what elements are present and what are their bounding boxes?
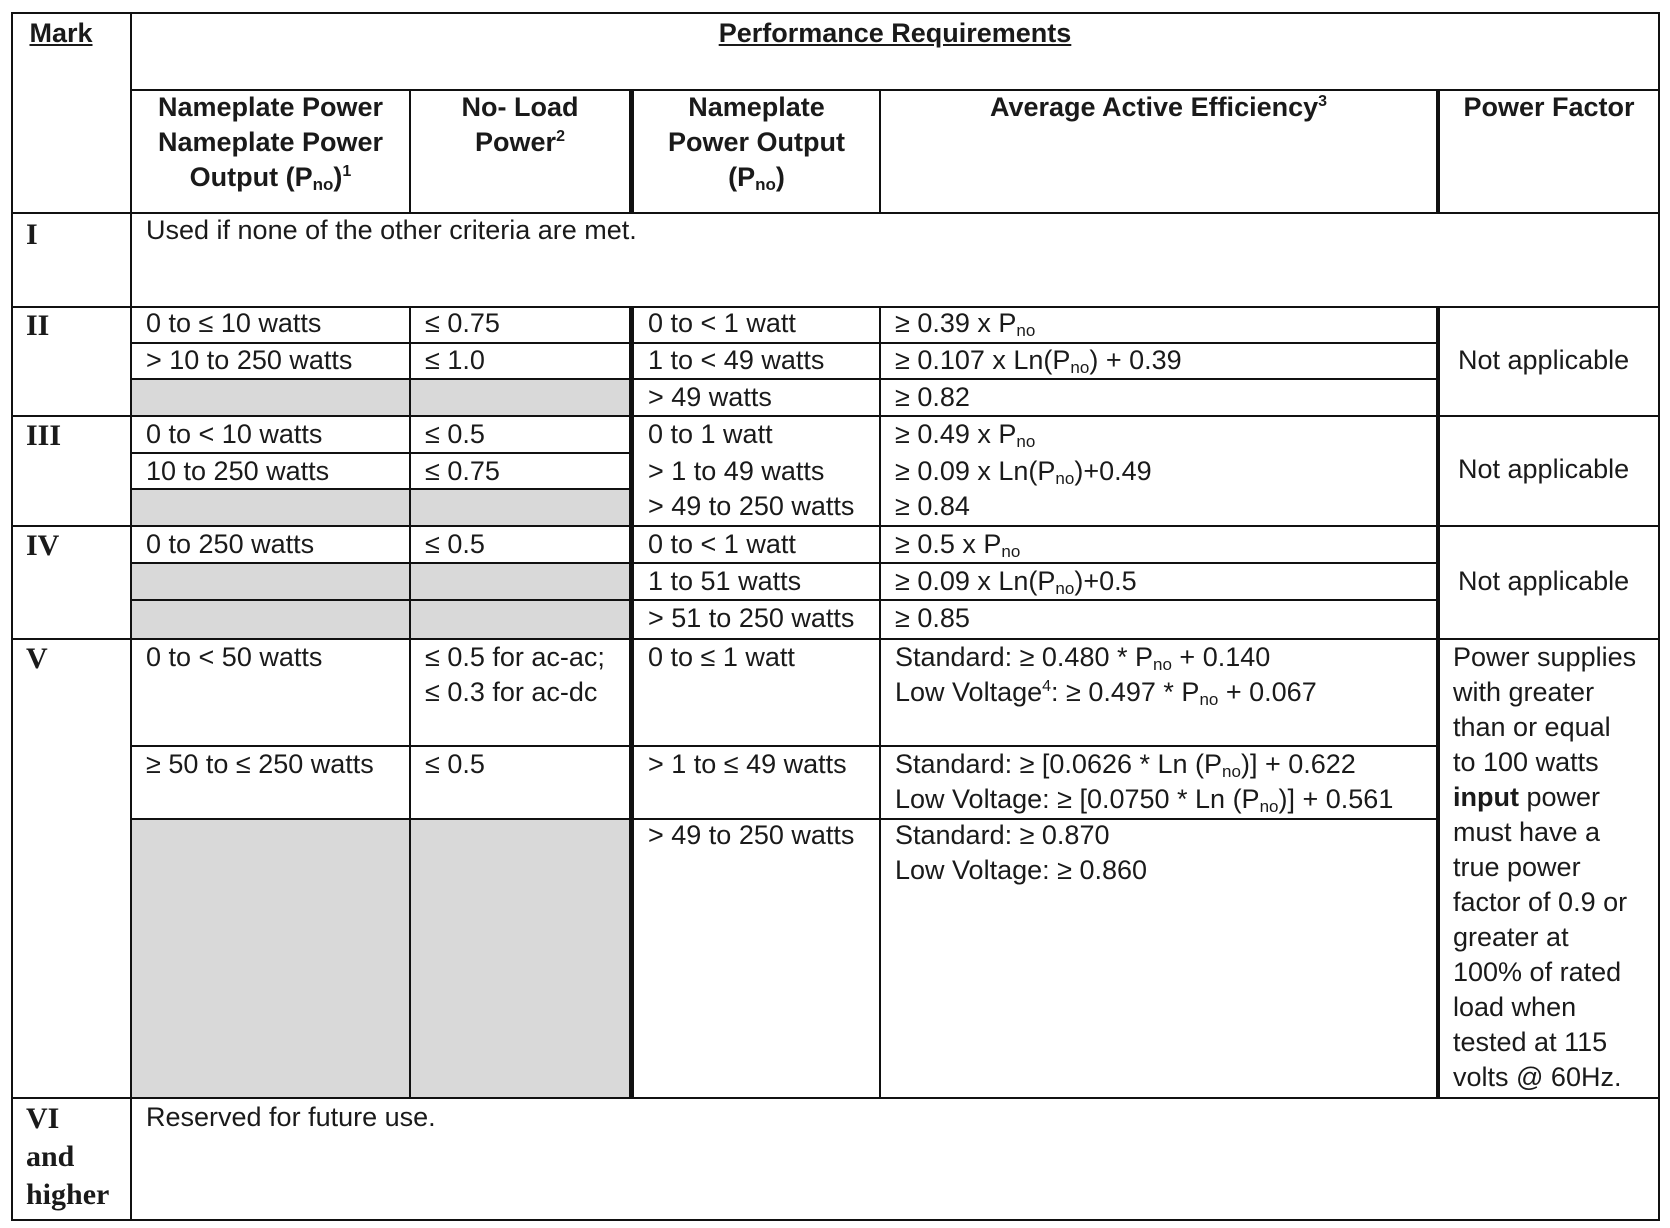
- power-factor-header: Power Factor: [1463, 92, 1635, 122]
- mark-label: II: [26, 309, 50, 342]
- nameplate-power-output-header: Nameplate Power Nameplate Power Output $(P_{no})^1$: [157, 92, 384, 194]
- empty-cell: [132, 564, 411, 601]
- efficiency-cell: ≥ 0.39 x $P_{no}$: [895, 308, 1036, 340]
- table-border: [11, 1219, 1660, 1221]
- nameplate-cell: > 10 to 250 watts: [146, 345, 353, 375]
- mark-label: I: [26, 218, 38, 251]
- efficiency-cell: Standard: ≥ [0.0626 * Ln $(P_{no})] + 0.622$ Low Voltage: ≥ [0.0750 * Ln $(P_{no})] + 0.561$: [895, 749, 1394, 816]
- mark-label: IV: [26, 529, 60, 562]
- empty-cell: [411, 820, 631, 1099]
- efficiency-cell: ≥ 0.09 x $Ln(P_{no})+0.49$: [895, 456, 1152, 488]
- output-cell: > 1 to 49 watts: [648, 456, 825, 486]
- nameplate-cell: 0 to 250 watts: [146, 529, 315, 559]
- empty-cell: [132, 490, 411, 525]
- column-divider: [1436, 306, 1440, 1097]
- power-factor-cell: Power supplies with greater than or equal to 100 watts input power must have a true power factor of 0.9 or greater at 100% of rated load when tested at 115 volts @ 60Hz.: [1453, 642, 1637, 1092]
- no-load-cell: ≤ 0.5: [425, 529, 485, 559]
- table-border: [11, 12, 13, 1221]
- efficiency-cell: ≥ 0.107 x $Ln(P_{no}) + 0.39$: [895, 345, 1182, 377]
- output-cell: > 51 to 250 watts: [648, 603, 855, 633]
- performance-requirements-header: Performance Requirements: [718, 18, 1072, 48]
- no-load-cell: ≤ 1.0: [425, 345, 485, 375]
- no-load-cell: ≤ 0.75: [425, 308, 500, 338]
- no-load-cell: ≤ 0.5 for ac-ac; ≤ 0.3 for ac-dc: [425, 642, 605, 707]
- mark-label: VI and higher: [26, 1102, 110, 1211]
- efficiency-cell: ≥ 0.85: [895, 603, 970, 633]
- empty-cell: [132, 380, 411, 415]
- row-divider: [130, 378, 1438, 380]
- column-divider: [629, 306, 634, 1097]
- mark-label: V: [26, 642, 48, 675]
- output-cell: 1 to 51 watts: [648, 566, 802, 596]
- mark-i-text: Used if none of the other criteria are met.: [146, 215, 637, 245]
- efficiency-cell: ≥ 0.49 x $P_{no}$: [895, 419, 1036, 451]
- average-active-efficiency-header: Average Active Efficiency$^3$: [989, 92, 1328, 122]
- no-load-cell: ≤ 0.75: [425, 456, 500, 486]
- output-cell: 0 to < 1 watt: [648, 529, 796, 559]
- output-cell: 0 to < 1 watt: [648, 308, 796, 338]
- output-cell: > 49 to 250 watts: [648, 820, 855, 850]
- table-border: [1658, 12, 1660, 1221]
- efficiency-cell: Standard: ≥ $0.480 * P_{no} + 0.140$ Low Voltage$^4$: ≥ $0.497 * P_{no} + 0.067$: [895, 642, 1317, 709]
- column-divider: [879, 306, 881, 1097]
- empty-cell: [411, 490, 631, 525]
- efficiency-cell: ≥ 0.5 x $P_{no}$: [895, 529, 1021, 561]
- empty-cell: [132, 601, 411, 638]
- output-cell: > 49 watts: [648, 382, 772, 412]
- nameplate-cell: 0 to ≤ 10 watts: [146, 308, 322, 338]
- nameplate-cell: 0 to < 10 watts: [146, 419, 323, 449]
- row-divider: [11, 1097, 1660, 1099]
- output-cell: 1 to < 49 watts: [648, 345, 825, 375]
- output-cell: > 49 to 250 watts: [648, 491, 855, 521]
- table-border: [11, 12, 1660, 14]
- column-divider: [409, 306, 411, 1097]
- efficiency-cell: ≥ 0.84: [895, 491, 970, 521]
- empty-cell: [132, 820, 411, 1099]
- nameplate-power-output-2-header: Nameplate Power Output $(P_{no})$: [668, 92, 845, 194]
- no-load-power-header: No- Load Power$^2$: [461, 92, 579, 157]
- output-cell: 0 to 1 watt: [648, 419, 773, 449]
- no-load-cell: ≤ 0.5: [425, 749, 485, 779]
- empty-cell: [411, 564, 631, 601]
- power-factor-cell: Not applicable: [1458, 345, 1630, 375]
- mark-header: Mark: [29, 18, 93, 48]
- output-cell: 0 to ≤ 1 watt: [648, 642, 795, 672]
- nameplate-cell: 10 to 250 watts: [146, 456, 330, 486]
- mark-vi-text: Reserved for future use.: [146, 1102, 436, 1132]
- nameplate-power-output-label: Nameplate Power Output $(P_{no})^1$: [157, 127, 384, 194]
- efficiency-cell: Standard: ≥ 0.870 Low Voltage: ≥ 0.860: [895, 820, 1148, 885]
- output-cell: > 1 to ≤ 49 watts: [648, 749, 847, 779]
- empty-cell: [411, 380, 631, 415]
- no-load-cell: ≤ 0.5: [425, 419, 485, 449]
- power-factor-cell: Not applicable: [1458, 566, 1630, 596]
- nameplate-cell: ≥ 50 to ≤ 250 watts: [146, 749, 374, 779]
- efficiency-cell: ≥ 0.82: [895, 382, 970, 412]
- efficiency-cell: ≥ 0.09 x $Ln(P_{no})+0.5$: [895, 566, 1137, 598]
- power-factor-cell: Not applicable: [1458, 454, 1630, 484]
- mark-label: III: [26, 419, 62, 452]
- nameplate-cell: 0 to < 50 watts: [146, 642, 323, 672]
- empty-cell: [411, 601, 631, 638]
